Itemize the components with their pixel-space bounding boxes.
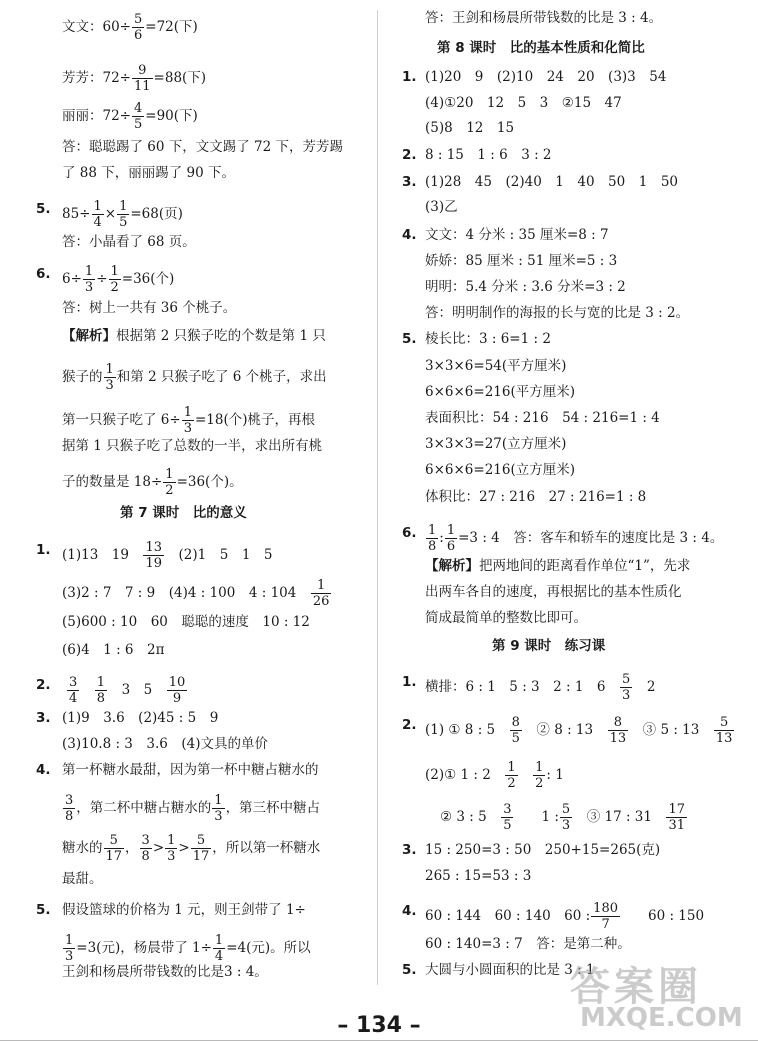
answer-line: 糖水的 $\frac{5}{17}$ ， $\frac{3}{8}$ > $\frac{1}{3}$ > $\frac{5}{17}$ ，所以第一杯糖水	[62, 833, 321, 864]
answer-line: 假设篮球的价格为 1 元，则王剑带了 1÷	[62, 902, 306, 918]
answer-line: (5)8 12 15	[425, 120, 515, 136]
question-number: 5.	[402, 962, 417, 978]
answer-line: 娇娇：85 厘米 : 51 厘米=5 : 3	[425, 253, 618, 269]
answer-line: 3×3×3=27(立方厘米)	[425, 436, 567, 452]
answer-line: 棱长比：3 : 6=1 : 2	[425, 331, 551, 347]
answer-line: $\frac{3}{8}$ ，第二杯中糖占糖水的 $\frac{1}{3}$ ，第三杯中糖占	[65, 793, 321, 824]
analysis-line: 【解析】把两地间的距离看作单位“1”，先求	[425, 558, 691, 574]
question-number: 6.	[36, 266, 51, 282]
analysis-line: 据第 1 只猴子吃了总数的一半，求出所有桃	[62, 438, 323, 454]
answer-line: (3)10.8 : 3 3.6 (4)文具的单价	[62, 736, 268, 752]
answer-line: 60 : 144 60 : 140 60 : $\frac{180}{7}$ 60 : 150	[425, 901, 705, 932]
text: 文文：60÷	[62, 19, 131, 35]
equation: 85÷ $\frac{1}{4}$ × $\frac{1}{5}$ =68(页)	[62, 199, 183, 230]
answer-line: 6×6×6=216(立方厘米)	[425, 462, 576, 478]
question-number: 1.	[402, 674, 417, 690]
answer-line: 答：王剑和杨晨所带钱数的比是 3 : 4。	[425, 10, 663, 26]
question-number: 3.	[36, 710, 51, 726]
answer-line: (4)①20 12 5 3 ②15 47	[425, 95, 622, 111]
answer-line: 最甜。	[62, 871, 103, 887]
answer-line: (1)20 9 (2)10 24 20 (3)3 54	[425, 69, 667, 85]
fraction: $\frac{5}{6}$	[134, 12, 143, 43]
answer-line: 15 : 250=3 : 50 250+15=265(克)	[425, 842, 661, 858]
answer-line: 60 : 140=3 : 7 答：是第二种。	[425, 936, 631, 952]
answer-line: 265 : 15=53 : 3	[425, 868, 532, 884]
analysis-line: 猴子的 $\frac{1}{3}$ 和第 2 只猴子吃了 6 个桃子，求出	[62, 362, 327, 393]
question-number: 3.	[402, 842, 417, 858]
analysis-line: 第一只猴子吃了 6÷ $\frac{1}{3}$ =18(个)桃子，再根	[62, 405, 316, 436]
answer-line: 明明：5.4 分米 : 3.6 分米=3 : 2	[425, 279, 626, 295]
lesson-heading: 第 9 课时 练习课	[492, 638, 606, 654]
answer-line: 答：明明制作的海报的长与宽的比是 3 : 2。	[425, 305, 690, 321]
answer-line: 文文：4 分米 : 35 厘米=8 : 7	[425, 227, 609, 243]
answer-line: 第一杯糖水最甜，因为第一杯中糖占糖水的	[62, 762, 319, 778]
question-number: 3.	[402, 174, 417, 190]
answer-line: 8 : 15 1 : 6 3 : 2	[425, 147, 552, 163]
question-number: 4.	[402, 227, 417, 243]
question-number: 4.	[36, 762, 51, 778]
answer-line: 了 88 下，丽丽踢了 90 下。	[62, 165, 236, 181]
text: =72(下)	[145, 19, 198, 35]
question-number: 2.	[36, 677, 51, 693]
analysis-line: 出两车各自的速度，再根据比的基本性质化	[425, 584, 682, 600]
answer-line: 6×6×6=216(平方厘米)	[425, 384, 576, 400]
analysis-line: 子的数量是 18÷ $\frac{1}{2}$ =36(个)。	[62, 467, 243, 498]
lesson-heading: 第 8 课时 比的基本性质和化简比	[437, 40, 645, 56]
lesson-heading: 第 7 课时 比的意义	[120, 505, 247, 521]
answer-line: (1) ① 8 : 5 $\frac{8}{5}$ ② 8 : 13 $\frac{8}{13}$ ③ 5 : 13 $\frac{5}{13}$	[425, 715, 733, 746]
analysis-line: 简成最简单的整数比即可。	[425, 610, 587, 626]
answer-line: 答：聪聪踢了 60 下，文文踢了 72 下，芳芳踢	[62, 139, 344, 155]
answer-line: (5)600 : 10 60 聪聪的速度 10 : 12	[62, 614, 310, 630]
page-number: – 134 –	[337, 1013, 421, 1038]
question-number: 5.	[36, 902, 51, 918]
analysis-line: 【解析】根据第 2 只猴子吃的个数是第 1 只	[62, 328, 326, 344]
line-wenwen	[62, 12, 198, 43]
answer-line: 答：小晶看了 68 页。	[62, 234, 196, 250]
watermark-logo: 答案圈 MXQE.COM	[570, 964, 743, 1033]
line-lili: 丽丽：72÷ $\frac{4}{5}$ =90(下)	[62, 101, 198, 132]
answer-line: $\frac{3}{4}$ $\frac{1}{8}$ 3 5 $\frac{10}{9}$	[69, 675, 186, 706]
answer-line: 3×3×6=54(平方厘米)	[425, 358, 567, 374]
answer-line: (1)28 45 (2)40 1 40 50 1 50	[425, 174, 678, 190]
bottom-rule	[0, 1040, 758, 1041]
answer-line: (6)4 1 : 6 2π	[62, 642, 165, 658]
answer-line: (2)① 1 : 2 $\frac{1}{2}$ $\frac{1}{2}$ : 1	[425, 760, 564, 791]
question-number: 2.	[402, 717, 417, 733]
answer-line: (1)9 3.6 (2)45 : 5 9	[62, 710, 219, 726]
answer-line: 答：树上一共有 36 个桃子。	[62, 300, 237, 316]
answer-line: 表面积比：54 : 216 54 : 216=1 : 4	[425, 410, 660, 426]
answer-line: $\frac{1}{3}$ =3(元)，杨晨带了 1÷ $\frac{1}{4}$ =4(元)。所以	[65, 933, 311, 964]
question-number: 5.	[402, 331, 417, 347]
question-number: 2.	[402, 147, 417, 163]
answer-line: $\frac{1}{8}$ : $\frac{1}{6}$ =3 : 4 答：客车和轿车的速度比是 3 : 4。	[428, 523, 724, 554]
answer-line: ② 3 : 5 $\frac{3}{5}$ 1 : $\frac{5}{3}$ ③ 17 : 31 $\frac{17}{31}$	[440, 802, 686, 833]
question-number: 4.	[402, 903, 417, 919]
fraction: $\frac{9}{11}$	[134, 63, 151, 94]
question-number: 6.	[402, 525, 417, 541]
line-fangfang: 芳芳：72÷ $\frac{9}{11}$ =88(下)	[62, 63, 207, 94]
answer-line: 体积比：27 : 216 27 : 216=1 : 8	[425, 489, 647, 505]
question-number: 5.	[36, 201, 51, 217]
answer-line: (3)2 : 7 7 : 9 (4)4 : 100 4 : 104 $\frac{1}{26}$	[62, 578, 330, 609]
question-number: 1.	[36, 542, 51, 558]
answer-line: 横排：6 : 1 5 : 3 2 : 1 6 $\frac{5}{3}$ 2	[425, 672, 656, 703]
answer-line: (1)13 19 $\frac{13}{19}$ (2)1 5 1 5	[62, 540, 273, 571]
answer-line: (3)乙	[425, 199, 458, 215]
column-divider	[377, 10, 378, 985]
answer-line: 王剑和杨晨所带钱数的比是3 : 4。	[62, 964, 268, 980]
answer-line: 大圆与小圆面积的比是 3 : 1	[425, 962, 595, 978]
fraction: $\frac{4}{5}$	[134, 101, 143, 132]
question-number: 1.	[402, 69, 417, 85]
equation: 6÷ $\frac{1}{3}$ ÷ $\frac{1}{2}$ =36(个)	[62, 264, 175, 295]
